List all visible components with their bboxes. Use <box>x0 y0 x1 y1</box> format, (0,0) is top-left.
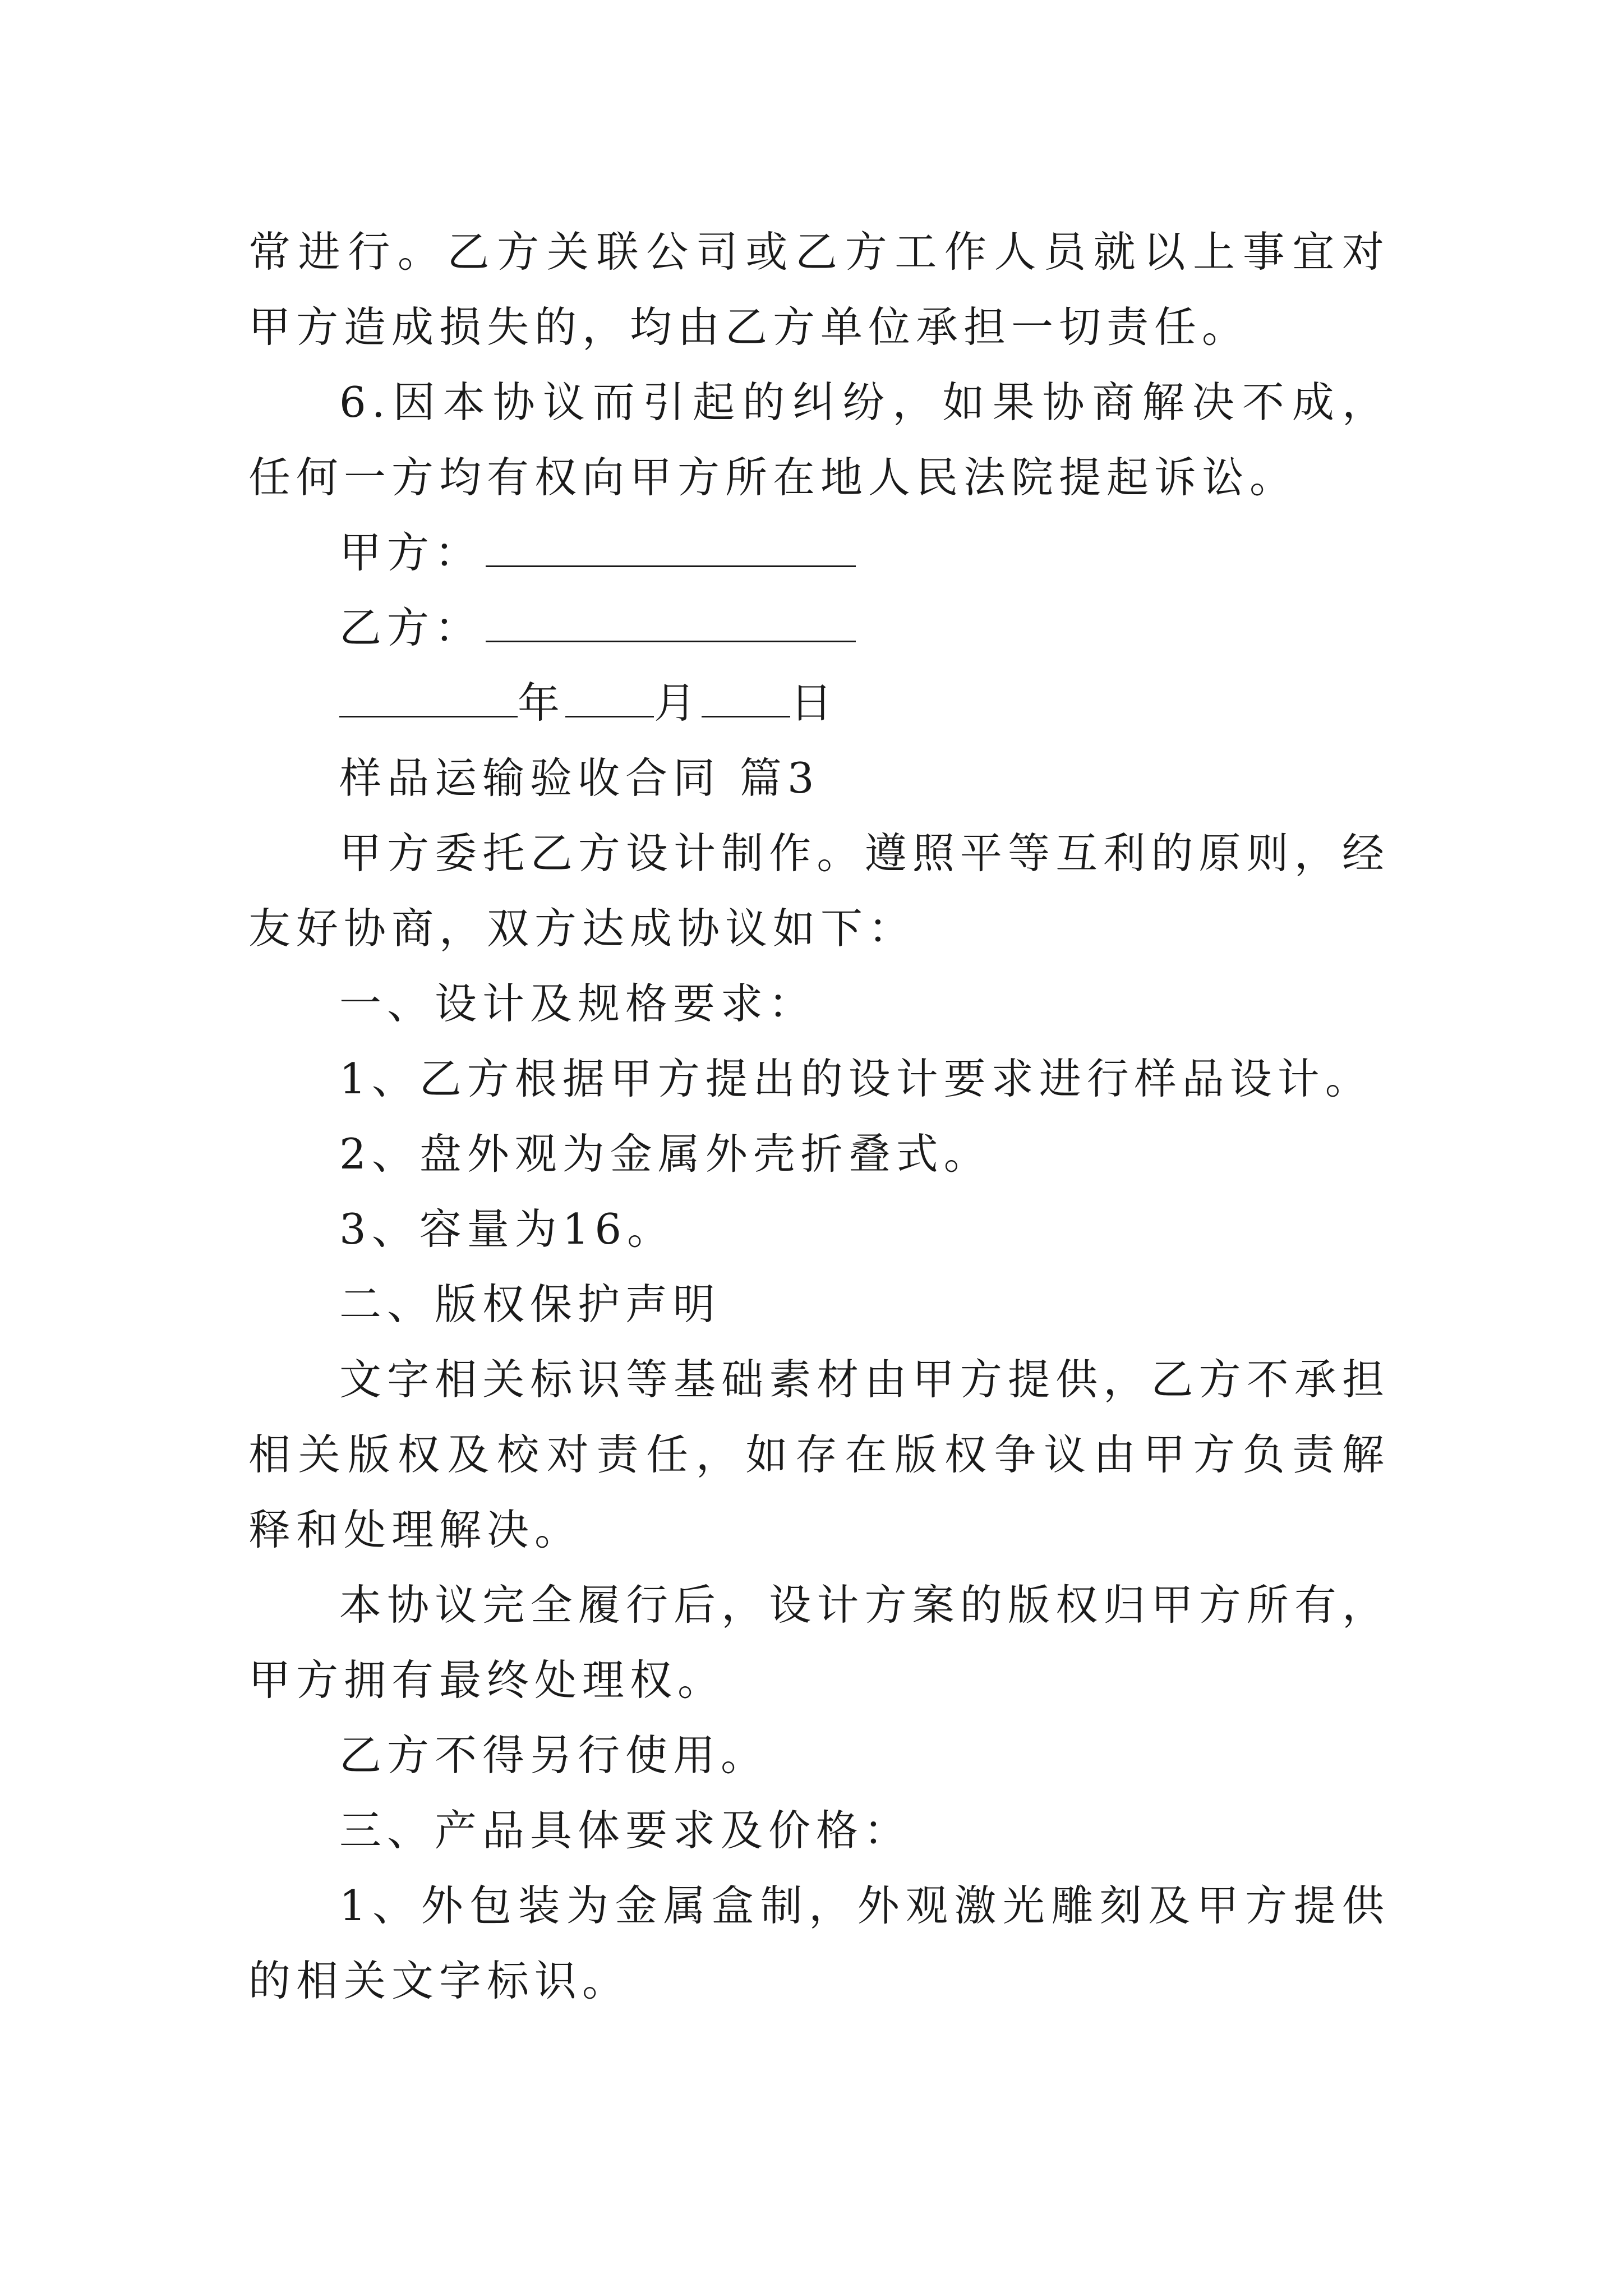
paragraph-copyright-usage: 乙方不得另行使用。 <box>339 1731 769 1780</box>
signature-party-a <box>248 515 1390 590</box>
party-a-label: 甲方： <box>339 528 483 577</box>
month-label: 月 <box>654 678 702 728</box>
list-item-packaging: 1、外包装为金属盒制，外观激光雕刻及甲方提供的相关文字标识。 <box>248 1881 1390 2005</box>
document-body <box>248 214 1390 2018</box>
paragraph-liability: 常进行。乙方关联公司或乙方工作人员就以上事宜对甲方造成损失的，均由乙方单位承担一切责任。 <box>248 227 1390 352</box>
month-blank <box>565 679 654 717</box>
signature-party-b <box>248 590 1390 665</box>
party-a-signature-line <box>486 528 856 567</box>
list-item-appearance: 2、盘外观为金属外壳折叠式。 <box>339 1129 992 1179</box>
paragraph-dispute: 6.因本协议而引起的纠纷，如果协商解决不成，任何一方均有权向甲方所在地人民法院提起诉讼。 <box>248 378 1390 502</box>
paragraph-copyright-materials: 文字相关标识等基础素材由甲方提供，乙方不承担相关版权及校对责任，如存在版权争议由甲方负责解释和处理解决。 <box>248 1355 1390 1554</box>
year-blank <box>339 679 518 717</box>
party-b-label: 乙方： <box>339 603 483 652</box>
day-label: 日 <box>790 678 838 728</box>
day-blank <box>702 679 790 717</box>
section-intro: 甲方委托乙方设计制作。遵照平等互利的原则，经友好协商，双方达成协议如下： <box>248 829 1390 953</box>
year-label: 年 <box>518 678 566 728</box>
heading-design-requirements: 一、设计及规格要求： <box>339 979 817 1028</box>
heading-copyright: 二、版权保护声明 <box>339 1280 721 1329</box>
section-title: 样品运输验收合同 篇3 <box>339 753 820 803</box>
heading-product-requirements: 三、产品具体要求及价格： <box>339 1806 912 1855</box>
list-item-design: 1、乙方根据甲方提出的设计要求进行样品设计。 <box>339 1054 1373 1103</box>
list-item-capacity: 3、容量为16。 <box>339 1204 675 1254</box>
party-b-signature-line <box>486 604 856 642</box>
paragraph-copyright-ownership: 本协议完全履行后，设计方案的版权归甲方所有，甲方拥有最终处理权。 <box>248 1580 1390 1705</box>
signature-date <box>248 665 1390 740</box>
